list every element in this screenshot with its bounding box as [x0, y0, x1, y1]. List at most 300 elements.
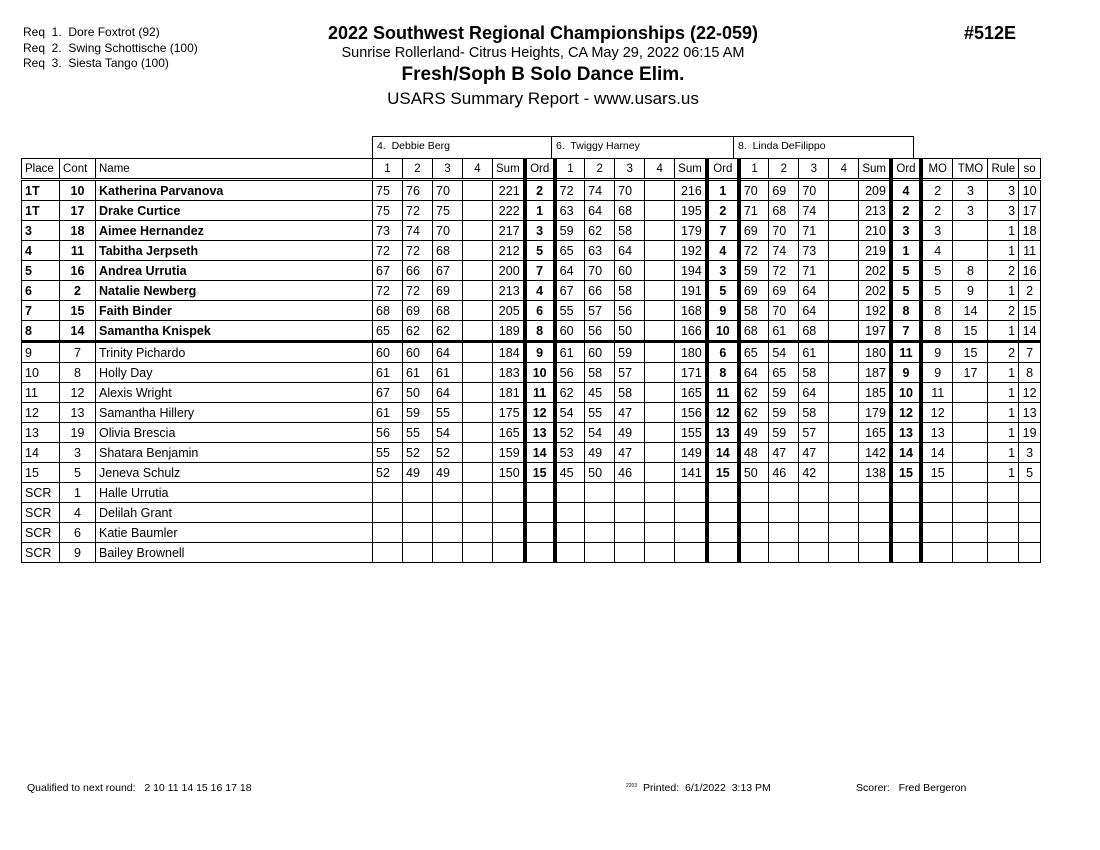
judge-2-score-1: 63 — [555, 201, 585, 221]
judge-3-sum: 180 — [859, 342, 891, 363]
judge-1-sum — [493, 543, 525, 563]
judge-1-ord: 5 — [525, 241, 555, 261]
col-j3-s4: 4 — [829, 159, 859, 180]
skater-name-cell: Katie Baumler — [96, 523, 373, 543]
judge-2-score-3 — [615, 503, 645, 523]
judge-2-ord: 3 — [707, 261, 739, 281]
judge-1-score-4 — [463, 221, 493, 241]
judge-2-score-3: 47 — [615, 443, 645, 463]
judge-3-score-3 — [799, 483, 829, 503]
judge-2-score-3: 50 — [615, 321, 645, 342]
rule-cell — [988, 523, 1019, 543]
judge-3-score-4 — [829, 403, 859, 423]
judge-2-score-1 — [555, 503, 585, 523]
judge-2-score-4 — [645, 543, 675, 563]
judge-1-ord: 11 — [525, 383, 555, 403]
judge-1-ord: 1 — [525, 201, 555, 221]
so-cell: 8 — [1019, 363, 1041, 383]
judge-1-score-1: 73 — [373, 221, 403, 241]
judge-2-sum — [675, 483, 707, 503]
judge-1-ord — [525, 543, 555, 563]
judge-3-score-2: 47 — [769, 443, 799, 463]
judge-1-ord: 13 — [525, 423, 555, 443]
mo-cell — [921, 523, 953, 543]
requirement-2: Req 2. Swing Schottische (100) — [23, 40, 198, 55]
judge-3-sum: 138 — [859, 463, 891, 483]
judge-3-sum: 202 — [859, 261, 891, 281]
cont-cell: 16 — [60, 261, 96, 281]
judge-3-sum: 197 — [859, 321, 891, 342]
tmo-cell — [953, 503, 988, 523]
rule-cell: 2 — [988, 342, 1019, 363]
judge-1-score-3 — [433, 483, 463, 503]
judge-1-score-4 — [463, 383, 493, 403]
judge-1-ord: 8 — [525, 321, 555, 342]
mo-cell: 3 — [921, 221, 953, 241]
rule-cell: 2 — [988, 301, 1019, 321]
judge-3-score-4 — [829, 261, 859, 281]
judge-2-score-2 — [585, 523, 615, 543]
judge-3-score-2: 72 — [769, 261, 799, 281]
rule-cell: 3 — [988, 180, 1019, 201]
judge-2-score-1 — [555, 523, 585, 543]
judge-1-score-4 — [463, 201, 493, 221]
so-cell: 12 — [1019, 383, 1041, 403]
skater-name-cell: Shatara Benjamin — [96, 443, 373, 463]
judge-3-ord: 1 — [891, 241, 921, 261]
judge-3-ord: 11 — [891, 342, 921, 363]
col-j2-s2: 2 — [585, 159, 615, 180]
judge-2-ord: 7 — [707, 221, 739, 241]
judge-2-score-3 — [615, 483, 645, 503]
judge-2-score-2: 58 — [585, 363, 615, 383]
judge-3-score-3: 64 — [799, 383, 829, 403]
judge-3-score-4 — [829, 523, 859, 543]
judge-3-score-4 — [829, 241, 859, 261]
judge-3-score-2: 59 — [769, 423, 799, 443]
skater-name-cell: Jeneva Schulz — [96, 463, 373, 483]
judge-1-score-2: 69 — [403, 301, 433, 321]
judge-3-score-4 — [829, 281, 859, 301]
tmo-cell — [953, 483, 988, 503]
judge-1-ord: 10 — [525, 363, 555, 383]
skater-name-cell: Samantha Hillery — [96, 403, 373, 423]
judge-2-ord: 12 — [707, 403, 739, 423]
tmo-cell: 15 — [953, 342, 988, 363]
judge-2-score-3: 59 — [615, 342, 645, 363]
judge-3-score-2 — [769, 483, 799, 503]
judge-1-ord: 9 — [525, 342, 555, 363]
judge-3-score-3: 58 — [799, 403, 829, 423]
judge-2-score-3 — [615, 523, 645, 543]
so-cell: 16 — [1019, 261, 1041, 281]
judge-2-score-1: 64 — [555, 261, 585, 281]
judge-1-name: 4. Debbie Berg — [372, 136, 552, 158]
table-row — [22, 443, 1041, 463]
so-cell: 14 — [1019, 321, 1041, 342]
judge-1-sum: 200 — [493, 261, 525, 281]
place-cell: SCR — [22, 503, 60, 523]
rule-cell: 2 — [988, 261, 1019, 281]
judge-2-score-4 — [645, 221, 675, 241]
place-cell: 11 — [22, 383, 60, 403]
judge-2-score-4 — [645, 503, 675, 523]
judge-1-score-4 — [463, 363, 493, 383]
scorer: Scorer: Fred Bergeron — [856, 782, 967, 794]
tmo-cell — [953, 383, 988, 403]
judge-3-score-4 — [829, 301, 859, 321]
judge-3-score-4 — [829, 543, 859, 563]
judge-1-score-2 — [403, 543, 433, 563]
judge-3-score-4 — [829, 321, 859, 342]
judge-2-score-3: 68 — [615, 201, 645, 221]
judge-1-sum: 175 — [493, 403, 525, 423]
place-cell: SCR — [22, 523, 60, 543]
judge-3-score-3: 71 — [799, 221, 829, 241]
skater-name-cell: Samantha Knispek — [96, 321, 373, 342]
tmo-cell — [953, 543, 988, 563]
table-row — [22, 483, 1041, 503]
judge-3-score-3: 57 — [799, 423, 829, 443]
tmo-cell: 3 — [953, 201, 988, 221]
judge-1-score-2: 59 — [403, 403, 433, 423]
judge-1-ord — [525, 523, 555, 543]
judge-2-ord: 8 — [707, 363, 739, 383]
judge-2-name: 6. Twiggy Harney — [552, 136, 734, 158]
judge-1-score-4 — [463, 463, 493, 483]
judge-1-sum: 189 — [493, 321, 525, 342]
judge-3-score-1: 50 — [739, 463, 769, 483]
judge-2-score-3: 58 — [615, 383, 645, 403]
judge-2-score-2: 63 — [585, 241, 615, 261]
judge-2-score-4 — [645, 523, 675, 543]
judge-2-score-2: 62 — [585, 221, 615, 241]
judge-1-score-3: 64 — [433, 342, 463, 363]
judge-1-score-4 — [463, 483, 493, 503]
judge-1-score-3: 75 — [433, 201, 463, 221]
judge-3-sum — [859, 523, 891, 543]
judge-1-score-1 — [373, 543, 403, 563]
mo-cell: 11 — [921, 383, 953, 403]
judge-1-score-3: 49 — [433, 463, 463, 483]
rule-cell: 1 — [988, 241, 1019, 261]
judge-1-score-1: 67 — [373, 261, 403, 281]
rule-cell: 1 — [988, 443, 1019, 463]
judge-2-ord: 9 — [707, 301, 739, 321]
so-cell — [1019, 523, 1041, 543]
judge-2-score-4 — [645, 443, 675, 463]
judge-1-score-1 — [373, 523, 403, 543]
judge-1-sum: 217 — [493, 221, 525, 241]
rule-cell: 1 — [988, 321, 1019, 342]
judge-2-sum: 155 — [675, 423, 707, 443]
judge-3-sum: 209 — [859, 180, 891, 201]
judge-3-ord: 5 — [891, 261, 921, 281]
rule-cell: 1 — [988, 463, 1019, 483]
col-j3-sum: Sum — [859, 159, 891, 180]
judge-2-score-2: 55 — [585, 403, 615, 423]
col-place: Place — [22, 159, 60, 180]
judge-1-score-3: 62 — [433, 321, 463, 342]
judge-2-ord: 15 — [707, 463, 739, 483]
judge-1-ord — [525, 483, 555, 503]
judge-1-score-4 — [463, 443, 493, 463]
judge-3-score-3: 70 — [799, 180, 829, 201]
table-row — [22, 403, 1041, 423]
col-j3-s1: 1 — [739, 159, 769, 180]
mo-cell: 8 — [921, 321, 953, 342]
cont-cell: 12 — [60, 383, 96, 403]
judge-2-ord: 14 — [707, 443, 739, 463]
cont-cell: 13 — [60, 403, 96, 423]
judge-2-score-1 — [555, 543, 585, 563]
col-j2-s3: 3 — [615, 159, 645, 180]
judge-1-ord — [525, 503, 555, 523]
report-code: 2203 — [626, 783, 638, 789]
so-cell: 13 — [1019, 403, 1041, 423]
skater-name-cell: Bailey Brownell — [96, 543, 373, 563]
so-cell: 17 — [1019, 201, 1041, 221]
judge-1-score-2: 60 — [403, 342, 433, 363]
judge-2-sum: 179 — [675, 221, 707, 241]
col-mo: MO — [921, 159, 953, 180]
judge-3-sum: 210 — [859, 221, 891, 241]
judge-3-score-1: 49 — [739, 423, 769, 443]
place-cell: 4 — [22, 241, 60, 261]
col-j3-s3: 3 — [799, 159, 829, 180]
table-row — [22, 342, 1041, 363]
judge-2-ord: 1 — [707, 180, 739, 201]
skater-name-cell: Drake Curtice — [96, 201, 373, 221]
judge-3-score-3: 42 — [799, 463, 829, 483]
judge-3-sum: 165 — [859, 423, 891, 443]
judge-1-sum: 212 — [493, 241, 525, 261]
skater-name-cell: Olivia Brescia — [96, 423, 373, 443]
judge-2-score-4 — [645, 363, 675, 383]
judge-1-sum: 181 — [493, 383, 525, 403]
place-cell: 1T — [22, 201, 60, 221]
judge-3-score-1: 62 — [739, 403, 769, 423]
judge-2-score-4 — [645, 180, 675, 201]
judge-1-score-3: 54 — [433, 423, 463, 443]
results-table — [21, 158, 1041, 563]
judge-2-ord: 13 — [707, 423, 739, 443]
judge-1-score-2: 74 — [403, 221, 433, 241]
judge-2-score-1: 53 — [555, 443, 585, 463]
judge-2-sum: 194 — [675, 261, 707, 281]
judge-2-sum: 165 — [675, 383, 707, 403]
place-cell: 9 — [22, 342, 60, 363]
judge-2-sum — [675, 543, 707, 563]
judge-3-score-4 — [829, 201, 859, 221]
place-cell: 6 — [22, 281, 60, 301]
judge-2-score-1: 52 — [555, 423, 585, 443]
qualified-list: Qualified to next round: 2 10 11 14 15 16 17 18 — [27, 782, 252, 794]
mo-cell — [921, 483, 953, 503]
table-header-row — [22, 159, 1041, 180]
judge-3-score-2: 46 — [769, 463, 799, 483]
mo-cell — [921, 503, 953, 523]
place-cell: 5 — [22, 261, 60, 281]
judge-3-score-2: 69 — [769, 180, 799, 201]
judge-3-score-1 — [739, 503, 769, 523]
judge-2-score-3: 58 — [615, 221, 645, 241]
table-row — [22, 261, 1041, 281]
judge-3-ord: 2 — [891, 201, 921, 221]
skater-name-cell: Alexis Wright — [96, 383, 373, 403]
judge-3-score-2 — [769, 543, 799, 563]
rule-cell: 1 — [988, 383, 1019, 403]
judge-1-score-4 — [463, 342, 493, 363]
judge-2-ord — [707, 543, 739, 563]
judge-1-score-1: 61 — [373, 363, 403, 383]
mo-cell: 15 — [921, 463, 953, 483]
place-cell: 14 — [22, 443, 60, 463]
judge-1-score-2: 50 — [403, 383, 433, 403]
judge-3-score-2: 54 — [769, 342, 799, 363]
judge-1-score-2: 49 — [403, 463, 433, 483]
judge-3-sum: 187 — [859, 363, 891, 383]
table-row — [22, 221, 1041, 241]
judge-3-score-2: 69 — [769, 281, 799, 301]
judge-2-score-4 — [645, 423, 675, 443]
place-cell: 1T — [22, 180, 60, 201]
judge-3-score-2: 70 — [769, 301, 799, 321]
judge-3-ord — [891, 543, 921, 563]
place-cell: 15 — [22, 463, 60, 483]
mo-cell: 9 — [921, 363, 953, 383]
judge-2-score-1: 61 — [555, 342, 585, 363]
judge-3-score-4 — [829, 423, 859, 443]
table-row — [22, 503, 1041, 523]
judge-3-score-1 — [739, 523, 769, 543]
judge-2-ord: 2 — [707, 201, 739, 221]
judge-2-sum: 195 — [675, 201, 707, 221]
judge-2-sum: 149 — [675, 443, 707, 463]
judge-1-score-4 — [463, 403, 493, 423]
col-j1-s2: 2 — [403, 159, 433, 180]
tmo-cell: 3 — [953, 180, 988, 201]
rule-cell: 1 — [988, 403, 1019, 423]
judge-2-sum: 216 — [675, 180, 707, 201]
mo-cell — [921, 543, 953, 563]
judge-3-ord: 7 — [891, 321, 921, 342]
judge-3-score-1: 58 — [739, 301, 769, 321]
tmo-cell — [953, 241, 988, 261]
judge-3-sum: 179 — [859, 403, 891, 423]
judge-1-score-2: 52 — [403, 443, 433, 463]
requirement-1: Req 1. Dore Foxtrot (92) — [23, 25, 160, 39]
judge-3-sum: 213 — [859, 201, 891, 221]
place-cell: 12 — [22, 403, 60, 423]
so-cell: 7 — [1019, 342, 1041, 363]
tmo-cell — [953, 463, 988, 483]
judge-3-score-3: 73 — [799, 241, 829, 261]
rule-cell: 3 — [988, 201, 1019, 221]
judge-2-score-4 — [645, 241, 675, 261]
report-name: USARS Summary Report - www.usars.us — [387, 89, 699, 108]
judge-3-score-4 — [829, 221, 859, 241]
mo-cell: 12 — [921, 403, 953, 423]
col-tmo: TMO — [953, 159, 988, 180]
judge-2-sum: 168 — [675, 301, 707, 321]
col-j1-sum: Sum — [493, 159, 525, 180]
judge-1-score-2: 72 — [403, 201, 433, 221]
judge-1-score-1: 61 — [373, 403, 403, 423]
rule-cell: 1 — [988, 363, 1019, 383]
judge-2-score-3: 64 — [615, 241, 645, 261]
judge-1-score-2 — [403, 523, 433, 543]
judge-2-score-1 — [555, 483, 585, 503]
judge-3-ord — [891, 503, 921, 523]
judge-3-score-2: 70 — [769, 221, 799, 241]
judge-3-score-1: 59 — [739, 261, 769, 281]
competition-title: 2022 Southwest Regional Championships (22-059) — [327, 23, 759, 43]
judge-3-score-1: 69 — [739, 221, 769, 241]
skater-name-cell: Katherina Parvanova — [96, 180, 373, 201]
judge-3-score-1: 65 — [739, 342, 769, 363]
judge-1-sum: 150 — [493, 463, 525, 483]
place-cell: 7 — [22, 301, 60, 321]
skater-name-cell: Halle Urrutia — [96, 483, 373, 503]
judge-3-score-1: 70 — [739, 180, 769, 201]
so-cell: 18 — [1019, 221, 1041, 241]
col-name: Name — [96, 159, 373, 180]
judge-2-score-3: 70 — [615, 180, 645, 201]
judge-1-score-1: 56 — [373, 423, 403, 443]
judge-3-score-1 — [739, 483, 769, 503]
judge-1-score-3: 70 — [433, 180, 463, 201]
judge-1-score-4 — [463, 180, 493, 201]
judge-3-score-4 — [829, 180, 859, 201]
rule-cell — [988, 543, 1019, 563]
judge-3-score-3: 64 — [799, 281, 829, 301]
cont-cell: 9 — [60, 543, 96, 563]
col-cont: Cont — [60, 159, 96, 180]
judge-3-score-1: 72 — [739, 241, 769, 261]
venue-date: Sunrise Rollerland- Citrus Heights, CA May 29, 2022 06:15 AM — [341, 45, 745, 61]
cont-cell: 15 — [60, 301, 96, 321]
judge-2-score-1: 54 — [555, 403, 585, 423]
judge-2-score-1: 72 — [555, 180, 585, 201]
tmo-cell — [953, 403, 988, 423]
judge-3-sum: 192 — [859, 301, 891, 321]
judge-3-score-3: 47 — [799, 443, 829, 463]
skater-name-cell: Aimee Hernandez — [96, 221, 373, 241]
judge-2-score-4 — [645, 201, 675, 221]
judge-2-score-4 — [645, 383, 675, 403]
judge-1-ord: 2 — [525, 180, 555, 201]
judge-3-score-3: 58 — [799, 363, 829, 383]
judge-3-score-4 — [829, 483, 859, 503]
judge-2-score-4 — [645, 261, 675, 281]
judge-3-score-4 — [829, 443, 859, 463]
judge-2-sum: 192 — [675, 241, 707, 261]
judge-2-sum — [675, 503, 707, 523]
judge-1-score-1 — [373, 483, 403, 503]
judge-1-score-4 — [463, 423, 493, 443]
tmo-cell: 14 — [953, 301, 988, 321]
judge-2-score-2: 74 — [585, 180, 615, 201]
judge-3-ord: 13 — [891, 423, 921, 443]
judge-1-sum: 205 — [493, 301, 525, 321]
judge-2-score-1: 67 — [555, 281, 585, 301]
judge-1-score-1: 60 — [373, 342, 403, 363]
table-row — [22, 543, 1041, 563]
judge-1-score-1: 75 — [373, 201, 403, 221]
col-j3-s2: 2 — [769, 159, 799, 180]
judge-3-score-4 — [829, 503, 859, 523]
